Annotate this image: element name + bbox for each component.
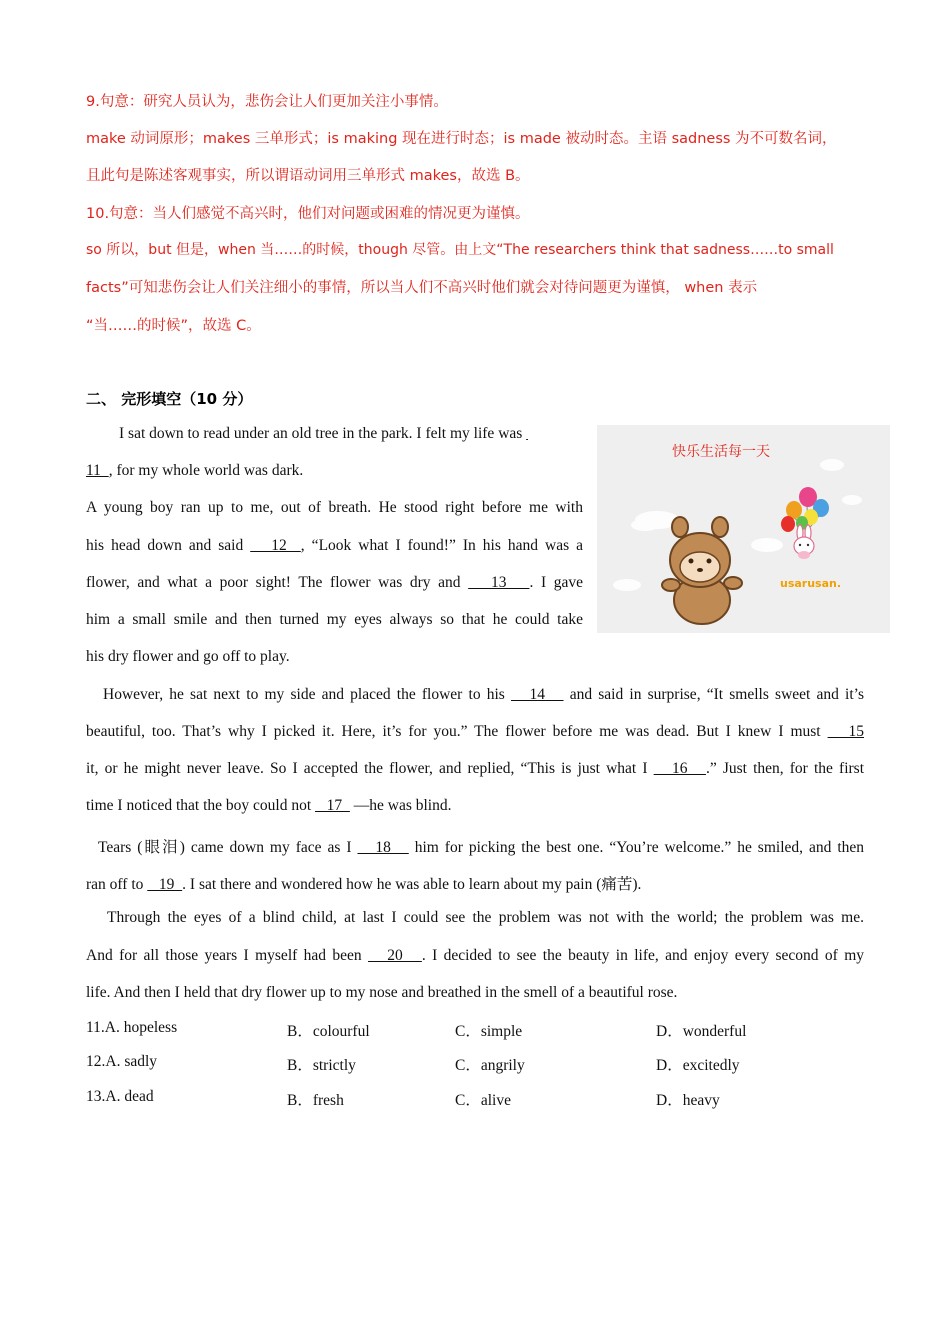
passage-text: his head down and said — [86, 537, 251, 554]
blank-11: 11 — [86, 462, 109, 479]
blank-13: 13 — [468, 574, 530, 591]
section-heading: 二、 完形填空（10 分） — [86, 390, 253, 408]
passage-line — [86, 574, 583, 592]
blank-16: 16 — [653, 760, 706, 777]
passage-line: Through the eyes of a blind child, at last I could see the problem was not with the world; the problem was me. — [107, 909, 864, 926]
passage-text: —he was blind. — [349, 797, 452, 814]
passage-text: flower, and what a poor sight! The flower was dry and — [86, 574, 469, 591]
illustration — [597, 425, 890, 633]
passage-text: And for all those years I myself had been — [86, 947, 369, 964]
passage-text: . I sat there and wondered how he was able to learn about my pain (痛苦). — [182, 876, 642, 893]
option-13-d: D．heavy — [656, 1092, 720, 1109]
q10-explanation-line: facts”可知悲伤会让人们关注细小的事情，所以当人们不高兴时他们就会对待问题更为谨慎， when 表示 — [86, 280, 758, 296]
bear-character — [662, 517, 742, 624]
passage-line — [98, 835, 864, 857]
option-11-b: B．colourful — [287, 1023, 370, 1040]
passage-text: ran off to — [86, 876, 148, 893]
option-13-b: B．fresh — [287, 1092, 344, 1109]
blank-14: 14 — [511, 686, 564, 703]
passage-text: time I noticed that the boy could not — [86, 797, 316, 814]
passage-line — [103, 686, 864, 704]
passage-line: A young boy ran up to me, out of breath. He stood right before me with — [86, 499, 583, 516]
option-12-c: C．angrily — [455, 1057, 525, 1074]
q10-explanation-title: 10.句意：当人们感觉不高兴时，他们对问题或困难的情况更为谨慎。 — [86, 206, 530, 222]
option-12-b: B．strictly — [287, 1057, 356, 1074]
passage-line — [86, 797, 452, 815]
passage-line: life. And then I held that dry flower up to my nose and breathed in the smell of a beautiful rose. — [86, 984, 678, 1001]
blank-19: 19 — [147, 876, 183, 893]
passage-text: Tears (眼泪) came down my face as I — [98, 839, 358, 856]
illustration-title: 快乐生活每一天 — [672, 444, 770, 460]
passage-line — [86, 947, 864, 965]
q9-explanation-line: 且此句是陈述客观事实，所以谓语动词用三单形式 makes，故选 B。 — [86, 168, 530, 184]
q10-explanation-line: so 所以，but 但是，when 当……的时候，though 尽管。由上文“The researchers think that sadness……to small — [86, 242, 834, 258]
option-12-d: D．excitedly — [656, 1057, 740, 1074]
passage-text: I sat down to read under an old tree in the park. I felt my life was — [119, 425, 527, 442]
blank-17: 17 — [315, 797, 350, 814]
passage-text: beautiful, too. That’s why I picked it. Here, it’s for you.” The flower before me was dead. But I knew I must — [86, 723, 828, 740]
passage-line — [86, 537, 583, 555]
blank-18: 18 — [357, 839, 409, 856]
bunny-character — [794, 525, 814, 559]
passage-text: , “Look what I found!” In his hand was a — [300, 537, 584, 554]
option-13-a: 13.A. dead — [86, 1088, 154, 1105]
passage-text: . I decided to see the beauty in life, and enjoy every second of my — [421, 947, 865, 964]
blank-15: 15 — [827, 723, 864, 740]
passage-text: . I gave — [529, 574, 584, 591]
passage-text: .” Just then, for the first — [705, 760, 864, 777]
option-11-c: C．simple — [455, 1023, 523, 1040]
passage-text: However, he sat next to my side and placed the flower to his — [103, 686, 511, 703]
balloons — [781, 487, 829, 532]
illustration-brand: usarusan. — [780, 577, 842, 590]
q9-explanation-line: make 动词原形；makes 三单形式；is making 现在进行时态；is made 被动时态。主语 sadness 为不可数名词， — [86, 131, 837, 147]
passage-line — [86, 462, 303, 480]
passage-line — [86, 872, 641, 894]
passage-text: it, or he might never leave. So I accepted the flower, and replied, “This is just what I — [86, 760, 654, 777]
q9-explanation-title: 9.句意：研究人员认为，悲伤会让人们更加关注小事情。 — [86, 94, 448, 110]
passage-text: him for picking the best one. “You’re welcome.” he smiled, and then — [408, 839, 865, 856]
option-12-a: 12.A. sadly — [86, 1053, 158, 1070]
passage-text: , for my whole world was dark. — [108, 462, 304, 479]
passage-line: him a small smile and then turned my eyes always so that he could take — [86, 611, 583, 628]
q10-explanation-line: “当……的时候”，故选 C。 — [86, 318, 261, 334]
option-11-a: 11.A. hopeless — [86, 1019, 178, 1036]
blank-20: 20 — [368, 947, 422, 964]
option-11-d: D．wonderful — [656, 1023, 747, 1040]
passage-line — [86, 760, 864, 778]
passage-line — [119, 425, 528, 443]
option-13-c: C．alive — [455, 1092, 511, 1109]
passage-text: and said in surprise, “It smells sweet and it’s — [563, 686, 864, 703]
passage-line — [86, 723, 864, 741]
passage-line: his dry flower and go off to play. — [86, 648, 290, 665]
blank-12: 12 — [250, 537, 301, 554]
